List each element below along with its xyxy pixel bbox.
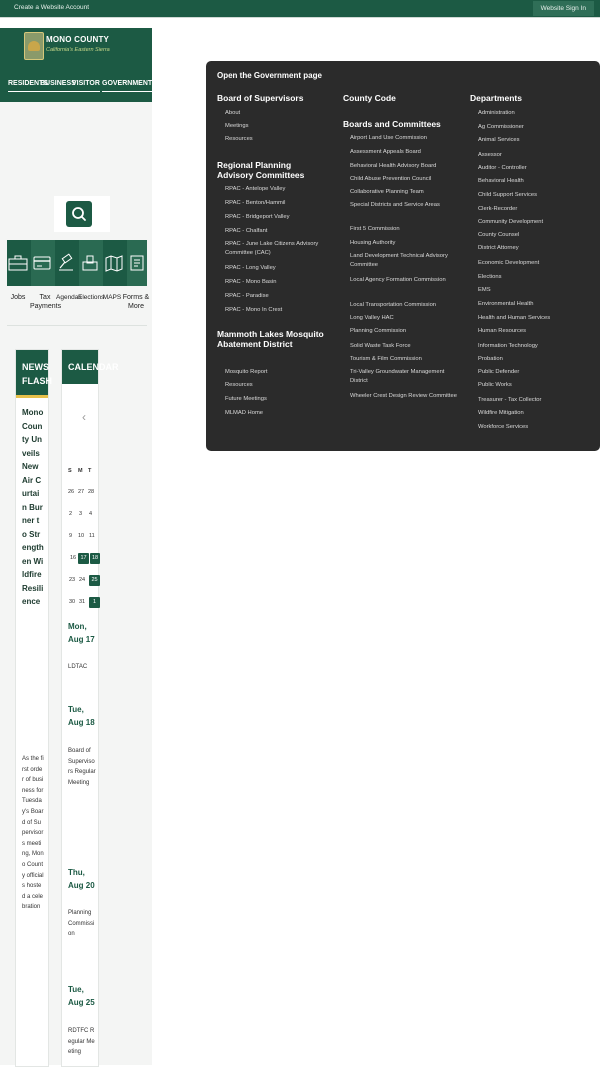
menu-link[interactable]: Resources: [225, 136, 253, 142]
menu-link[interactable]: Assessor: [478, 152, 502, 158]
menu-link[interactable]: Wheeler Crest Design Review Committee: [350, 393, 457, 399]
menu-link[interactable]: Child Support Services: [478, 192, 537, 198]
menu-link[interactable]: RPAC - Benton/Hammil: [225, 200, 286, 206]
menu-link[interactable]: Probation: [478, 356, 503, 362]
page-column: [0, 28, 152, 1065]
calendar-day[interactable]: 4: [89, 511, 93, 517]
menu-link[interactable]: Child Abuse Prevention Council: [350, 176, 432, 182]
menu-link[interactable]: Treasurer - Tax Collector: [478, 397, 542, 403]
menu-link[interactable]: Solid Waste Task Force: [350, 343, 411, 349]
quick-link-jobs[interactable]: [7, 240, 31, 286]
calendar-day[interactable]: 24: [79, 577, 86, 583]
weekday-sun: S: [68, 468, 72, 474]
menu-link[interactable]: MLMAD Home: [225, 410, 264, 416]
government-mega-menu: [206, 61, 600, 451]
calendar-day[interactable]: 9: [69, 533, 73, 539]
menu-link[interactable]: RPAC - Antelope Valley: [225, 186, 286, 192]
menu-heading-departments[interactable]: Departments: [470, 93, 522, 103]
menu-link[interactable]: Collaborative Planning Team: [350, 189, 424, 195]
create-account-link[interactable]: Create a Website Account: [14, 4, 90, 11]
menu-link[interactable]: Health and Human Services: [478, 315, 551, 321]
news-flash-heading: NEWS FLASH: [16, 350, 48, 398]
calendar-day-event[interactable]: 1: [89, 597, 100, 608]
menu-link[interactable]: Planning Commission: [350, 328, 407, 334]
calendar-heading: CALENDAR: [62, 350, 98, 384]
gavel-icon: [56, 254, 76, 272]
menu-link[interactable]: RPAC - Bridgeport Valley: [225, 214, 290, 220]
menu-link[interactable]: RPAC - Mono In Crest: [225, 307, 283, 313]
map-icon: [104, 254, 124, 272]
menu-link[interactable]: Local Agency Formation Commission: [350, 277, 446, 283]
menu-link[interactable]: Public Defender: [478, 369, 520, 375]
event-title[interactable]: LDTAC: [68, 664, 88, 670]
menu-heading-county-code[interactable]: County Code: [343, 93, 396, 103]
menu-link[interactable]: Economic Development: [478, 260, 540, 266]
menu-heading-rpac[interactable]: Regional Planning Advisory Committees: [217, 160, 305, 180]
calendar-day[interactable]: 11: [89, 533, 95, 539]
calendar-day[interactable]: 26: [68, 489, 75, 495]
menu-link[interactable]: Elections: [478, 274, 502, 280]
nav-residents[interactable]: RESIDENTS: [8, 80, 48, 87]
menu-link[interactable]: Tri-Valley Groundwater Management District: [350, 369, 445, 384]
menu-link[interactable]: EMS: [478, 287, 491, 293]
search-icon: [66, 201, 92, 227]
menu-link[interactable]: Local Transportation Commission: [350, 302, 437, 308]
event-date[interactable]: Mon, Aug 17: [68, 622, 95, 644]
menu-link[interactable]: Community Development: [478, 219, 544, 225]
calendar-day[interactable]: 23: [69, 577, 76, 583]
calendar-day[interactable]: 10: [78, 533, 85, 539]
menu-link[interactable]: District Attorney: [478, 245, 519, 251]
calendar-card: [61, 349, 119, 1067]
document-icon: [127, 254, 147, 272]
menu-link[interactable]: RPAC - June Lake Citizens Advisory Committee (CAC): [225, 241, 319, 256]
menu-link[interactable]: Airport Land Use Commission: [350, 135, 427, 141]
menu-link[interactable]: Animal Services: [478, 137, 520, 143]
nav-visitor[interactable]: VISITOR: [72, 80, 100, 87]
event-title[interactable]: RDTFC Regular Meeting: [68, 1028, 95, 1056]
quick-label-maps[interactable]: MAPS: [102, 294, 122, 301]
menu-link[interactable]: Information Technology: [478, 343, 538, 349]
menu-link[interactable]: Special Districts and Service Areas: [350, 202, 440, 208]
calendar-prev-button[interactable]: ‹: [82, 410, 86, 424]
quick-label-agendas[interactable]: Agendas: [56, 294, 82, 301]
news-flash-summary: As the first order of business for Tuesday's Board of Supervisors meeting, Mono County officials hosted a celebration: [22, 756, 44, 911]
quick-label-elections[interactable]: Elections: [78, 294, 105, 301]
menu-heading-mosquito-district[interactable]: Mammoth Lakes Mosquito Abatement District: [217, 329, 324, 349]
calendar-day[interactable]: 3: [79, 511, 83, 517]
quick-link-maps[interactable]: [103, 240, 127, 286]
news-flash-card: [15, 349, 52, 1067]
event-title[interactable]: Board of Supervisors Regular Meeting: [68, 748, 96, 786]
open-government-page-link[interactable]: Open the Government page: [217, 71, 322, 80]
calendar-day[interactable]: 28: [88, 489, 95, 495]
menu-link[interactable]: First 5 Commission: [350, 226, 400, 232]
ballot-icon: [80, 254, 100, 272]
calendar-day[interactable]: 2: [69, 511, 73, 517]
calendar-day[interactable]: 31: [79, 599, 86, 605]
weekday-mon: M: [78, 468, 83, 474]
quick-label-forms[interactable]: Forms & More: [122, 294, 150, 310]
menu-link[interactable]: RPAC - Long Valley: [225, 265, 276, 271]
menu-link[interactable]: Environmental Health: [478, 301, 534, 307]
weekday-tue: T: [88, 468, 92, 474]
header-divider: [0, 17, 600, 18]
menu-link[interactable]: Clerk-Recorder: [478, 206, 518, 212]
county-seal-icon[interactable]: [24, 32, 44, 60]
website-signin-button[interactable]: Website Sign In: [533, 1, 594, 16]
menu-link[interactable]: Assessment Appeals Board: [350, 149, 421, 155]
quick-link-tax-payments[interactable]: [31, 240, 55, 286]
event-date[interactable]: Tue, Aug 18: [68, 705, 95, 727]
quick-label-tax[interactable]: Tax Payments: [30, 294, 62, 310]
nav-government[interactable]: GOVERNMENT: [102, 80, 152, 87]
menu-link[interactable]: Workforce Services: [478, 424, 529, 430]
quick-links-bar: [7, 240, 147, 286]
menu-link[interactable]: Administration: [478, 110, 515, 116]
menu-heading-boards-committees[interactable]: Boards and Committees: [343, 119, 441, 129]
menu-link[interactable]: Public Works: [478, 382, 512, 388]
event-date[interactable]: Tue, Aug 25: [68, 985, 95, 1007]
site-title[interactable]: MONO COUNTY: [46, 35, 110, 44]
news-flash-accent: [16, 395, 48, 398]
event-date[interactable]: Thu, Aug 20: [68, 868, 95, 890]
menu-link[interactable]: Resources: [225, 382, 253, 388]
main-nav: [0, 80, 152, 92]
menu-link[interactable]: RPAC - Chalfant: [225, 228, 268, 234]
menu-link[interactable]: Future Meetings: [225, 396, 267, 402]
menu-link[interactable]: Wildfire Mitigation: [478, 410, 524, 416]
menu-link[interactable]: County Counsel: [478, 232, 520, 238]
menu-link[interactable]: Mosquito Report: [225, 369, 268, 375]
menu-link[interactable]: Behavioral Health: [478, 178, 524, 184]
news-flash-headline[interactable]: Mono County Unveils New Air Curtain Burner to Strengthen Wildfire Resilience: [22, 408, 44, 606]
site-header: [0, 28, 152, 102]
credit-card-icon: [32, 254, 52, 272]
menu-link[interactable]: Auditor - Controller: [478, 165, 527, 171]
quick-link-elections[interactable]: [79, 240, 103, 286]
section-divider: [7, 325, 147, 326]
menu-link[interactable]: Behavioral Health Advisory Board: [350, 163, 437, 169]
quick-link-agendas[interactable]: [55, 240, 79, 286]
menu-link[interactable]: RPAC - Paradise: [225, 293, 269, 299]
briefcase-icon: [8, 254, 28, 272]
site-tagline: California's Eastern Sierra: [46, 47, 110, 53]
event-title[interactable]: Planning Commission: [68, 910, 95, 938]
calendar-day[interactable]: 27: [78, 489, 85, 495]
menu-link[interactable]: About: [225, 110, 241, 116]
menu-link[interactable]: Meetings: [225, 123, 249, 129]
calendar-day-event[interactable]: 18: [90, 553, 100, 564]
menu-link[interactable]: Human Resources: [478, 328, 527, 334]
top-utility-bar: [0, 0, 600, 17]
menu-link[interactable]: Housing Authority: [350, 240, 396, 246]
menu-heading-board-of-supervisors[interactable]: Board of Supervisors: [217, 93, 304, 103]
menu-link[interactable]: Ag Commissioner: [478, 124, 524, 130]
quick-label-jobs[interactable]: Jobs: [10, 294, 26, 301]
menu-link[interactable]: RPAC - Mono Basin: [225, 279, 277, 285]
calendar-day-event[interactable]: 17: [78, 553, 89, 564]
menu-link[interactable]: Land Development Technical Advisory Committee: [350, 253, 448, 268]
menu-link[interactable]: Long Valley HAC: [350, 315, 394, 321]
search-button[interactable]: [66, 201, 92, 227]
calendar-day-event[interactable]: 25: [89, 575, 100, 586]
quick-link-forms[interactable]: [127, 240, 147, 286]
menu-link[interactable]: Tourism & Film Commission: [350, 356, 422, 362]
calendar-day[interactable]: 30: [69, 599, 76, 605]
nav-business[interactable]: BUSINESS: [40, 80, 76, 87]
calendar-day[interactable]: 16: [70, 555, 77, 561]
